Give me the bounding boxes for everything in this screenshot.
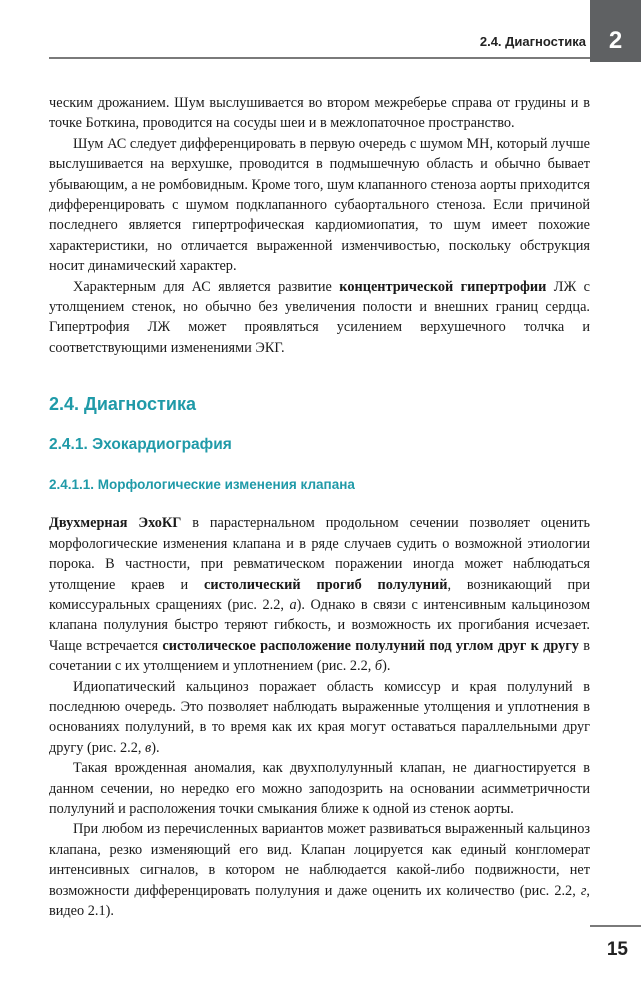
- footer-rule: [590, 925, 641, 927]
- figure-letter: г: [580, 882, 587, 899]
- page-body: [49, 93, 590, 921]
- text-run: ). Однако в связи с интенсивным кальцинозом клапана полулуния быстро теряют гибкость, и возможность их прогибания исчезает. Чаще встречается: [49, 596, 590, 654]
- figure-letter: б: [374, 658, 383, 675]
- subsubsection-heading: 2.4.1.1. Морфологические изменения клапана: [49, 477, 355, 493]
- text-run: ).: [151, 739, 160, 756]
- chapter-tab: [590, 0, 641, 62]
- bold-term: систолический прогиб полулуний: [204, 576, 448, 593]
- figure-letter: в: [145, 739, 152, 756]
- paragraph: [49, 677, 590, 759]
- chapter-number: 2: [608, 27, 623, 54]
- text-run: ).: [382, 658, 391, 675]
- text-run: , возникающий при комиссуральных сращениях (рис. 2.2,: [49, 576, 590, 613]
- paragraph: Такая врожденная аномалия, как двухполулунный клапан, не диагностируется в данном сечении, но нередко его можно заподозрить на основании асимметричности полулуний и расположения точки смыкания ближе к одной из стенок аорты.: [49, 760, 590, 817]
- running-header-title: 2.4. Диагностика: [479, 34, 586, 49]
- paragraph: Шум АС следует дифференцировать в первую очередь с шумом МН, который лучше выслушивается на верхушке, проводится в подмышечную область и обычно бывает убывающим, а не ромбовидным. Кроме того, шум клапанного стеноза аорты приходится дифференцировать с шумом подклапанного субаортального стеноза. Если причиной последнего является гипертрофическая кардиомиопатия, то шум имеет похожие характеристики, но отличается выраженной изменчивостью, поскольку обструкция носит динамический характер.: [49, 135, 590, 275]
- bold-term: Двухмерная ЭхоКГ: [49, 515, 182, 532]
- text-run: Идиопатический кальциноз поражает область комиссур и края полулуний в последнюю очередь. Это позволяет наблюдать выраженные утолщения и уплотнения в основаниях полулуний, в то время как их края могут оставаться параллельными друг другу (рис. 2.2,: [49, 678, 590, 756]
- paragraph: ческим дрожанием. Шум выслушивается во втором межреберье справа от грудины и в точке Боткина, проводится на сосуды шеи и в межлопаточное пространство.: [49, 95, 590, 132]
- paragraph: [49, 277, 590, 359]
- text-run: в сочетании с их утолщением и уплотнением (рис. 2.2,: [49, 637, 590, 675]
- text-run: , видео 2.1).: [49, 882, 590, 919]
- bold-term: систолическое расположение полулуний под углом друг к другу: [162, 637, 579, 654]
- bold-term: концентрической гипертрофии: [339, 278, 547, 295]
- paragraph: [49, 513, 590, 676]
- text-run: ЛЖ с утолщением стенок, но обычно без увеличения полости и внешних границ сердца. Гипертрофия ЛЖ может проявляться усилением верхушечного толчка и соответствующими изменениями ЭКГ.: [49, 278, 590, 356]
- text-run: в парастернальном продольном сечении позволяет оценить морфологические изменения клапана и в ряде случаев судить о возможной этиологии порока. В частности, при ревматическом поражении иногда может наблюдаться утолщение краев и: [49, 515, 591, 593]
- text-run: При любом из перечисленных вариантов может развиваться выраженный кальциноз клапана, резко изменяющий его вид. Клапан лоцируется как единый конгломерат интенсивных сигналов, в котором не наблюдается какой-либо подвижности, нет возможности дифференцировать полулуния и даже оценить их количество (рис. 2.2,: [49, 821, 590, 899]
- figure-letter: а: [289, 596, 297, 613]
- page-number: 15: [606, 939, 628, 960]
- section-heading: 2.4. Диагностика: [49, 394, 196, 415]
- header-rule: [49, 57, 590, 59]
- paragraph: [49, 819, 590, 921]
- text-run: Характерным для АС является развитие: [73, 278, 340, 295]
- subsection-heading: 2.4.1. Эхокардиография: [49, 436, 232, 454]
